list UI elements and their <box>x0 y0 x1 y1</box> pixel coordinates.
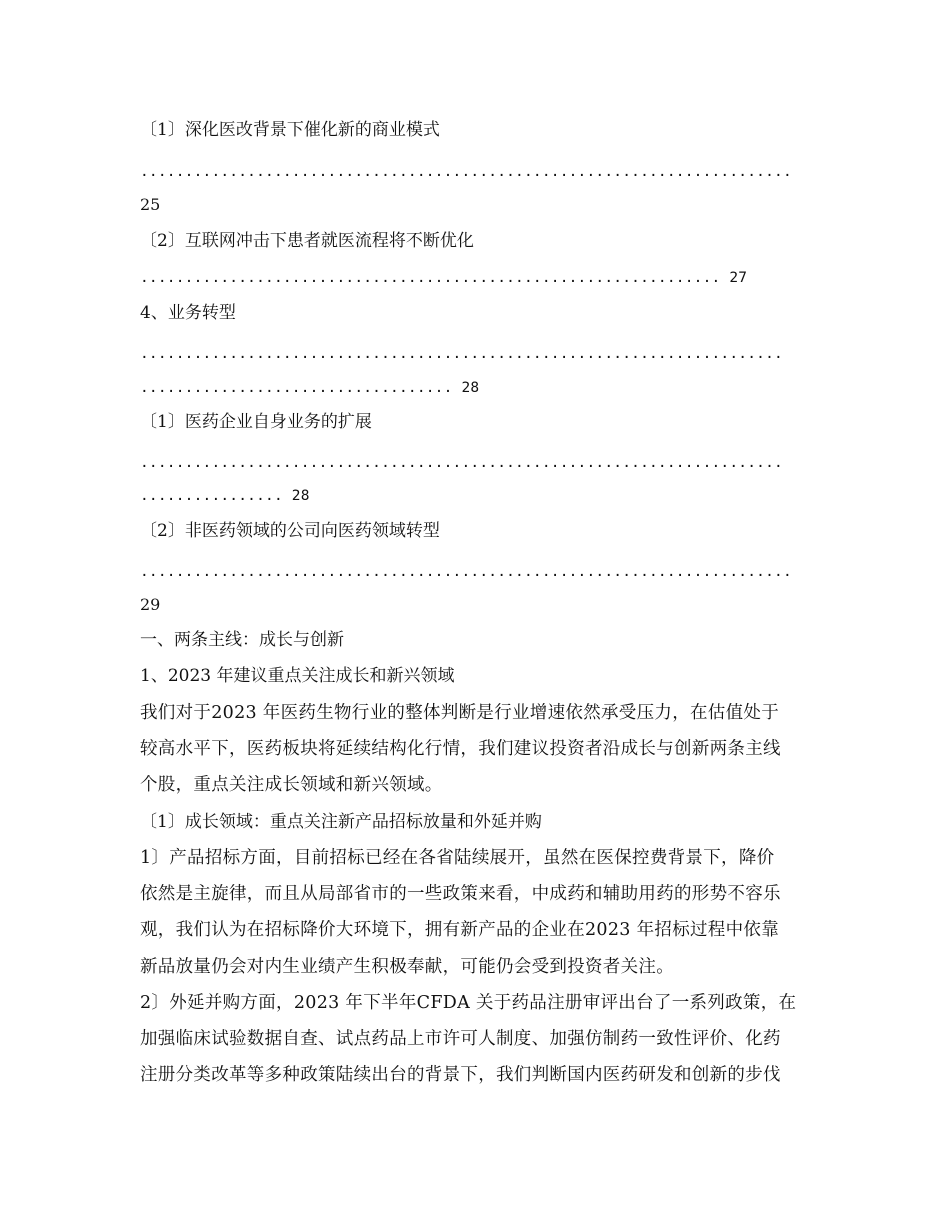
toc-entry-title[interactable]: 〔1〕医药企业自身业务的扩展 <box>140 412 372 432</box>
toc-leader-dots: ........................................................................ <box>140 455 783 471</box>
paragraph-line: 观，我们认为在招标降价大环境下，拥有新产品的企业在2023 年招标过程中依靠 <box>140 920 779 940</box>
paragraph-line: 加强临床试验数据自查、试点药品上市许可人制度、加强仿制药一致性评价、化药 <box>140 1029 781 1049</box>
paragraph-line: 新品放量仍会对内生业绩产生积极奉献，可能仍会受到投资者关注。 <box>140 957 674 977</box>
section-heading: 一、两条主线：成长与创新 <box>140 630 344 650</box>
paragraph-line: 2〕外延并购方面，2023 年下半年CFDA 关于药品注册审评出台了一系列政策，在 <box>140 993 797 1013</box>
toc-entry-title[interactable]: 〔2〕互联网冲击下患者就医流程将不断优化 <box>140 231 474 251</box>
toc-leader-dots: ........................................................................ <box>140 346 783 362</box>
paragraph-line: 个股，重点关注成长领域和新兴领域。 <box>140 775 443 795</box>
paragraph-line: 1〕产品招标方面，目前招标已经在各省陆续展开，虽然在医保控费背景下，降价 <box>140 848 775 868</box>
paragraph-line: 我们对于2023 年医药生物行业的整体判断是行业增速依然承受压力，在估值处于 <box>140 703 779 723</box>
paragraph-line: 较高水平下，医药板块将延续结构化行情，我们建议投资者沿成长与创新两条主线 <box>140 739 781 759</box>
subheading: 1、2023 年建议重点关注成长和新兴领域 <box>140 666 455 686</box>
toc-page-number: 29 <box>140 595 161 614</box>
toc-page-number: 25 <box>140 195 161 214</box>
growth-heading: 〔1〕成长领域：重点关注新产品招标放量和外延并购 <box>140 812 542 832</box>
toc-leader-dots: ......................................................................... <box>140 564 792 580</box>
toc-leader-dots: ......................................................................... <box>140 164 792 180</box>
toc-entry-title[interactable]: 〔2〕非医药领域的公司向医药领域转型 <box>140 521 440 541</box>
toc-leader-dots: ................................... 28 <box>140 380 480 396</box>
paragraph-line: 依然是主旋律，而且从局部省市的一些政策来看，中成药和辅助用药的形势不容乐 <box>140 884 781 904</box>
toc-entry-title[interactable]: 4、业务转型 <box>140 303 236 323</box>
toc-leader-dots: ................................................................. 27 <box>140 270 748 286</box>
paragraph-line: 注册分类改革等多种政策陆续出台的背景下，我们判断国内医药研发和创新的步伐 <box>140 1065 781 1085</box>
toc-entry-title[interactable]: 〔1〕深化医改背景下催化新的商业模式 <box>140 120 440 140</box>
toc-leader-dots: ................ 28 <box>140 488 310 504</box>
